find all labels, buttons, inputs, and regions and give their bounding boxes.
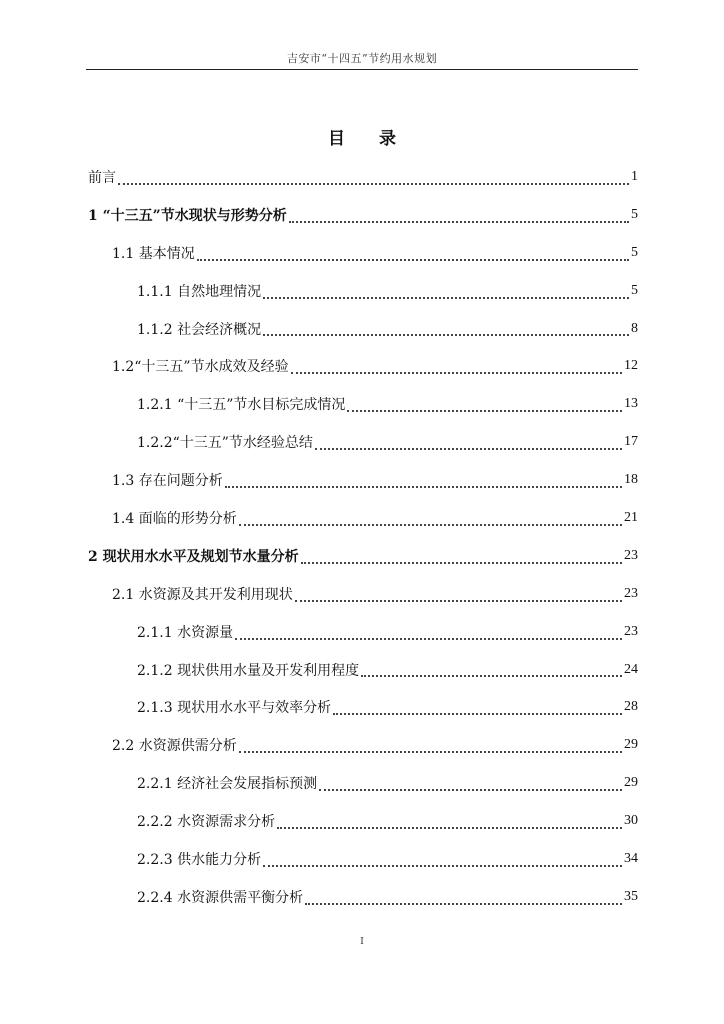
toc-entry-label: 1.2.2“十三五”节水经验总结 <box>137 435 313 452</box>
table-of-contents <box>88 158 638 916</box>
toc-dot-leader <box>239 751 622 753</box>
toc-entry-label: 1 “十三五”节水现状与形势分析 <box>88 207 287 224</box>
toc-entry-page: 35 <box>624 888 638 904</box>
toc-dot-leader <box>197 259 629 261</box>
toc-entry[interactable] <box>88 613 638 651</box>
toc-dot-leader <box>239 524 622 526</box>
toc-dot-leader <box>291 372 622 374</box>
toc-entry-page: 5 <box>631 244 638 260</box>
toc-entry-label: 2.2 水资源供需分析 <box>112 738 237 755</box>
toc-dot-leader <box>225 486 622 488</box>
toc-entry-page: 24 <box>624 661 638 677</box>
toc-entry-label: 1.1 基本情况 <box>112 245 195 262</box>
toc-entry[interactable] <box>88 802 638 840</box>
toc-entry-label: 2 现状用水水平及规划节水量分析 <box>88 548 299 565</box>
toc-dot-leader <box>305 903 622 905</box>
toc-dot-leader <box>315 448 622 450</box>
toc-entry-label: 1.2.1 “十三五”节水目标完成情况 <box>137 397 346 414</box>
toc-entry[interactable] <box>88 726 638 764</box>
toc-dot-leader <box>333 713 622 715</box>
toc-entry-page: 21 <box>624 509 638 525</box>
toc-entry[interactable] <box>88 234 638 272</box>
toc-entry-page: 5 <box>631 282 638 298</box>
toc-entry-label: 2.1.2 现状供用水量及开发利用程度 <box>137 662 360 679</box>
toc-entry-page: 8 <box>631 320 638 336</box>
toc-title: 目 录 <box>328 129 410 149</box>
toc-entry-page: 23 <box>624 547 638 563</box>
toc-entry-page: 5 <box>631 206 638 222</box>
toc-entry[interactable] <box>88 764 638 802</box>
toc-dot-leader <box>263 865 622 867</box>
toc-entry-label: 2.2.2 水资源需求分析 <box>137 814 276 831</box>
toc-dot-leader <box>289 221 629 223</box>
toc-dot-leader <box>319 789 622 791</box>
toc-dot-leader <box>118 183 629 185</box>
toc-entry-page: 29 <box>624 775 638 791</box>
toc-entry-label: 2.2.1 经济社会发展指标预测 <box>137 776 318 793</box>
toc-entry[interactable] <box>88 688 638 726</box>
toc-dot-leader <box>235 638 622 640</box>
toc-entry-page: 28 <box>624 699 638 715</box>
toc-entry-label: 1.1.1 自然地理情况 <box>137 283 262 300</box>
toc-entry[interactable] <box>88 651 638 689</box>
page-number: I <box>360 937 364 947</box>
toc-entry-label: 1.4 面临的形势分析 <box>112 510 237 527</box>
toc-entry[interactable] <box>88 840 638 878</box>
toc-entry-page: 18 <box>624 472 638 488</box>
toc-dot-leader <box>301 562 622 564</box>
toc-entry-page: 23 <box>624 585 638 601</box>
running-header: 吉安市“十四五”节约用水规划 <box>286 52 438 65</box>
toc-entry[interactable] <box>88 461 638 499</box>
toc-entry[interactable] <box>88 347 638 385</box>
toc-entry[interactable] <box>88 310 638 348</box>
toc-dot-leader <box>263 334 629 336</box>
toc-entry[interactable] <box>88 423 638 461</box>
toc-dot-leader <box>263 297 629 299</box>
toc-entry[interactable] <box>88 385 638 423</box>
toc-entry-label: 2.2.4 水资源供需平衡分析 <box>137 889 304 906</box>
toc-dot-leader <box>361 675 622 677</box>
toc-entry[interactable] <box>88 158 638 196</box>
toc-entry-page: 17 <box>624 434 638 450</box>
toc-entry-page: 29 <box>624 737 638 753</box>
toc-entry-page: 12 <box>624 358 638 374</box>
toc-dot-leader <box>347 410 622 412</box>
toc-entry-label: 2.1.3 现状用水水平与效率分析 <box>137 700 332 717</box>
toc-entry-page: 1 <box>631 168 638 184</box>
toc-dot-leader <box>295 600 622 602</box>
toc-entry-label: 2.1.1 水资源量 <box>137 624 234 641</box>
toc-entry-page: 13 <box>624 396 638 412</box>
toc-entry-page: 30 <box>624 813 638 829</box>
toc-entry[interactable] <box>88 272 638 310</box>
toc-entry-page: 23 <box>624 623 638 639</box>
toc-entry-label: 1.1.2 社会经济概况 <box>137 321 262 338</box>
toc-entry-label: 1.2“十三五”节水成效及经验 <box>112 359 289 376</box>
toc-entry-page: 34 <box>624 850 638 866</box>
toc-dot-leader <box>277 827 622 829</box>
toc-entry-label: 前言 <box>88 169 116 186</box>
toc-entry-label: 2.2.3 供水能力分析 <box>137 851 262 868</box>
toc-entry[interactable] <box>88 537 638 575</box>
toc-entry[interactable] <box>88 878 638 916</box>
toc-entry[interactable] <box>88 196 638 234</box>
header-divider <box>86 69 638 70</box>
toc-entry[interactable] <box>88 575 638 613</box>
toc-entry-label: 1.3 存在问题分析 <box>112 473 223 490</box>
toc-entry[interactable] <box>88 499 638 537</box>
toc-entry-label: 2.1 水资源及其开发利用现状 <box>112 586 293 603</box>
